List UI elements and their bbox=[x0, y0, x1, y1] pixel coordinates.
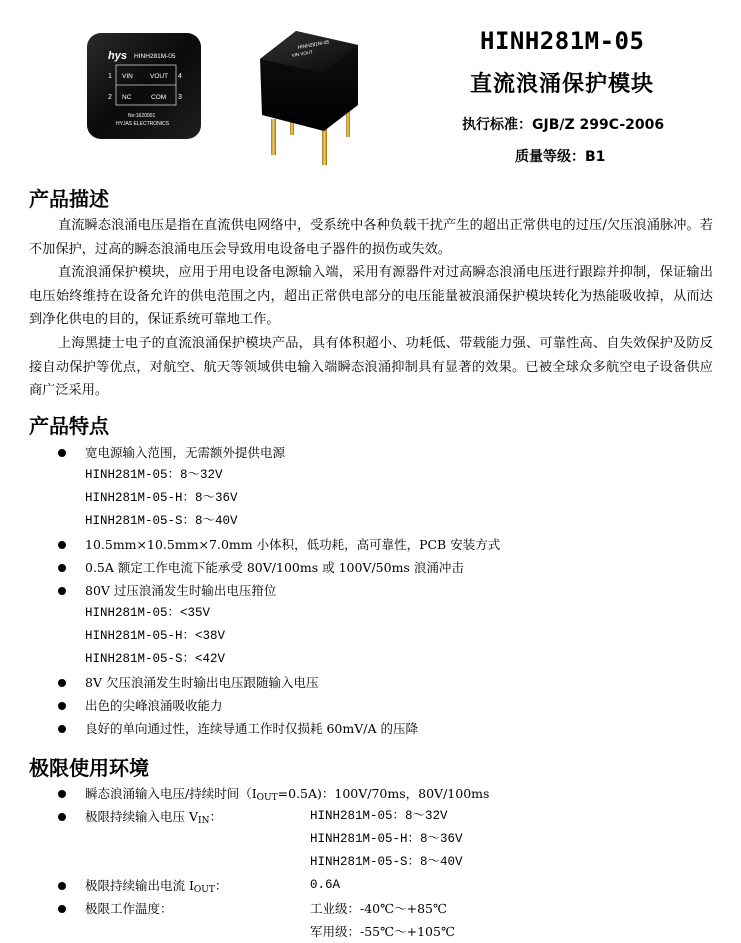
svg-text:HYJAS ELECTRONICS: HYJAS ELECTRONICS bbox=[116, 121, 170, 127]
quality-grade-text: 质量等级：B1 bbox=[515, 149, 606, 165]
svg-text:No:1620001: No:1620001 bbox=[128, 113, 156, 119]
module-3d-view-image bbox=[258, 27, 360, 167]
svg-text:COM: COM bbox=[151, 94, 167, 101]
bullet-icon bbox=[58, 790, 66, 798]
svg-text:1: 1 bbox=[108, 73, 112, 80]
bullet-icon bbox=[58, 725, 66, 733]
svg-text:VIN: VIN bbox=[122, 73, 133, 80]
svg-text:4: 4 bbox=[178, 73, 182, 80]
bullet-icon bbox=[58, 449, 66, 457]
bullet-icon bbox=[58, 905, 66, 913]
description-paragraph-1: 直流瞬态浪涌电压是指在直流供电网络中，受系统中各种负载干扰产生的超出正常供电的过压/欠压浪涌脉冲。若不加保护，过高的瞬态浪涌电压会导致用电设备电子器件的损伤或失效。 bbox=[29, 218, 713, 257]
bullet-icon bbox=[58, 882, 66, 890]
description-paragraph-2: 直流浪涌保护模块，应用于用电设备电源输入端，采用有源器件对过高瞬态浪涌电压进行跟踪并抑制，保证输出电压始终维持在设备允许的供电范围之内，超出正常供电部分的电压能量被浪涌保护模块转化为热能吸收掉，从而达到净化供电的目的，保证系统可靠地工作。 bbox=[29, 265, 713, 327]
chip-logo: hys bbox=[108, 50, 127, 62]
bullet-icon bbox=[58, 702, 66, 710]
limits-heading: 极限使用环境 bbox=[29, 756, 149, 780]
features-heading: 产品特点 bbox=[29, 414, 109, 438]
standard-text: 执行标准：GJB/Z 299C-2006 bbox=[462, 117, 665, 133]
svg-text:HINH281M-05: HINH281M-05 bbox=[297, 39, 330, 51]
bullet-icon bbox=[58, 541, 66, 549]
bullet-icon bbox=[58, 679, 66, 687]
svg-text:VOUT: VOUT bbox=[150, 73, 169, 80]
svg-text:VIN VOUT: VIN VOUT bbox=[291, 49, 314, 58]
description-heading: 产品描述 bbox=[29, 187, 109, 211]
product-title: HINH281M-05 bbox=[480, 27, 645, 55]
svg-text:NC: NC bbox=[122, 94, 132, 101]
bullet-icon bbox=[58, 587, 66, 595]
product-subtitle: 直流浪涌保护模块 bbox=[470, 72, 655, 97]
bullet-icon bbox=[58, 813, 66, 821]
description-paragraph-3: 上海黑捷士电子的直流浪涌保护模块产品，具有体积超小、功耗低、带载能力强、可靠性高、自失效保护及防反接自动保护等优点，对航空、航天等领域供电输入端瞬态浪涌抑制具有显著的效果。已被全球众多航空电子设备供应商广泛采用。 bbox=[29, 336, 713, 398]
svg-text:3: 3 bbox=[178, 94, 182, 101]
bullet-icon bbox=[58, 564, 66, 572]
chip-model: HINH281M-05 bbox=[134, 53, 176, 60]
svg-text:2: 2 bbox=[108, 94, 112, 101]
module-top-view-image bbox=[86, 32, 202, 140]
